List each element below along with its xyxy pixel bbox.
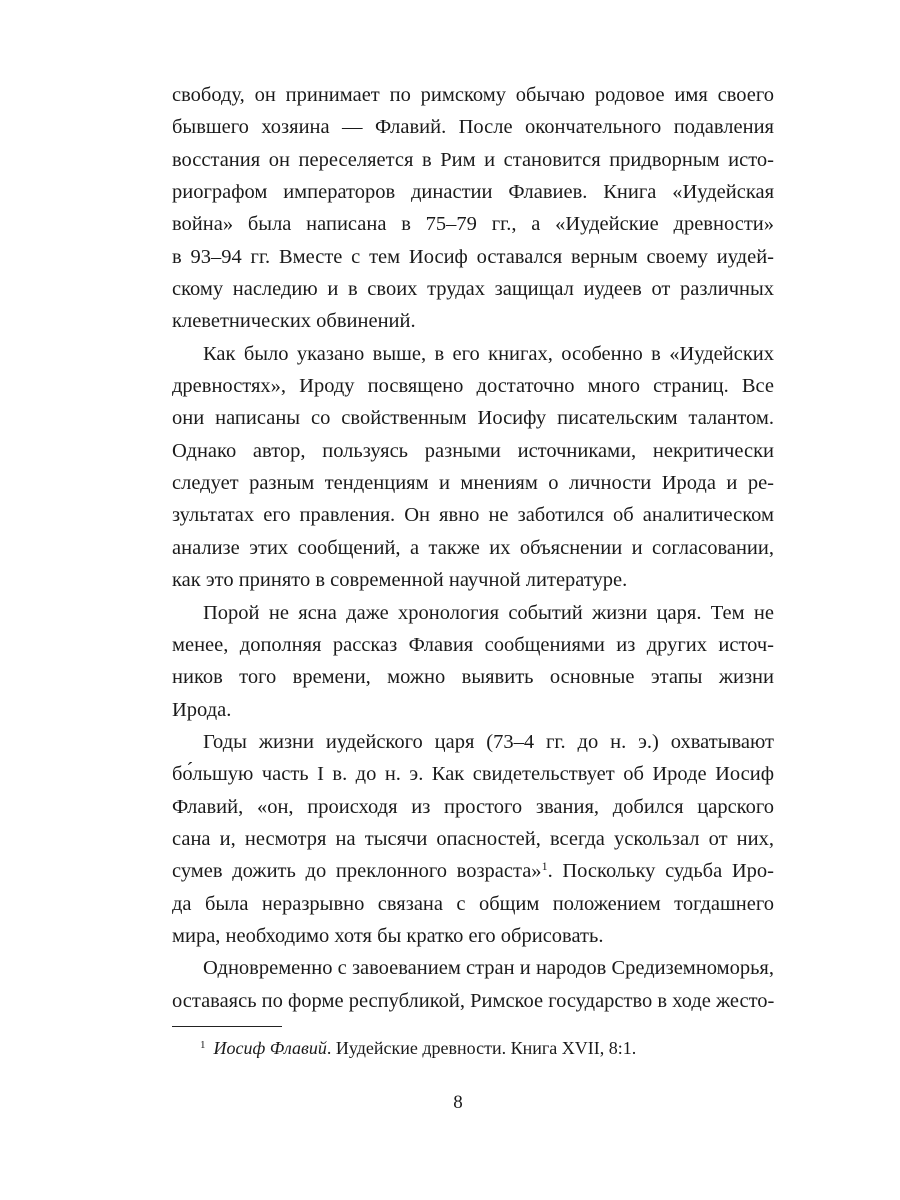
text-line: Флавий, «он, происходя из простого звания, добился царского (172, 795, 774, 818)
footnote-author: Иосиф Флавий (213, 1038, 327, 1058)
text-segment: сумев дожить до преклонного возраста» (172, 860, 542, 883)
text-line: сана и, несмотря на тысячи опасностей, всегда ускользал от них, (172, 827, 774, 850)
page-number: 8 (453, 1092, 463, 1113)
footnote-text: . Иудейские древности. Книга XVII, 8:1. (326, 1038, 637, 1058)
footnote (200, 1034, 636, 1062)
text-line: следует разным тенденциям и мнениям о личности Ирода и ре- (172, 472, 774, 495)
text-line: Как было указано выше, в его книгах, особенно в «Иудейских (203, 342, 774, 365)
text-line: восстания он переселяется в Рим и становится придворным исто- (172, 148, 774, 171)
text-line: да была неразрывно связана с общим положением тогдашнего (172, 892, 774, 915)
paragraph (172, 952, 774, 1017)
text-line: Однако автор, пользуясь разными источниками, некритически (172, 439, 774, 462)
text-line: они написаны со свойственным Иосифу писательским талантом. (172, 407, 774, 430)
text-line: анализе этих сообщений, а также их объяснении и согласовании, (172, 536, 774, 559)
footnote-separator (172, 1026, 282, 1027)
text-line: древностях», Ироду посвящено достаточно много страниц. Все (172, 375, 774, 398)
text-line: бывшего хозяина — Флавий. После окончательного подавления (172, 116, 774, 139)
text-line: Годы жизни иудейского царя (73–4 гг. до н. э.) охватывают (203, 730, 774, 753)
text-line: мира, необходимо хотя бы кратко его обрисовать. (172, 924, 604, 947)
text-line: ников того времени, можно выявить основные этапы жизни (172, 666, 774, 689)
text-line (172, 855, 774, 887)
text-line: в 93–94 гг. Вместе с тем Иосиф оставался верным своему иудей- (172, 245, 774, 268)
text-line: бо́льшую часть I в. до н. э. Как свидетельствует об Ироде Иосиф (172, 763, 774, 786)
paragraph (172, 79, 774, 338)
paragraph (172, 726, 774, 952)
text-line: как это принято в современной научной литературе. (172, 569, 628, 592)
text-line: скому наследию и в своих трудах защищал иудеев от различных (172, 278, 774, 301)
paragraph (172, 338, 774, 597)
body-text (172, 79, 774, 1017)
text-line: Одновременно с завоеванием стран и народов Средиземноморья, (203, 957, 774, 980)
text-segment: . Поскольку судьба Иро- (547, 860, 775, 883)
footnote-reference[interactable]: 1 (541, 859, 548, 874)
text-line: оставаясь по форме республикой, Римское государство в ходе жесто- (172, 989, 775, 1012)
text-line: Порой не ясна даже хронология событий жизни царя. Тем не (203, 601, 774, 624)
text-line: клеветнических обвинений. (172, 310, 416, 333)
text-line: Ирода. (172, 698, 232, 721)
text-line: свободу, он принимает по римскому обычаю родовое имя своего (172, 84, 774, 106)
text-line: риографом императоров династии Флавиев. Книга «Иудейская (172, 181, 774, 204)
text-line: война» была написана в 75–79 гг., а «Иудейские древности» (172, 213, 774, 236)
paragraph (172, 597, 774, 726)
text-line: зультатах его правления. Он явно не заботился об аналитическом (172, 504, 774, 527)
footnote-marker: 1 (200, 1039, 206, 1051)
text-line: менее, дополняя рассказ Флавия сообщениями из других источ- (172, 633, 774, 656)
